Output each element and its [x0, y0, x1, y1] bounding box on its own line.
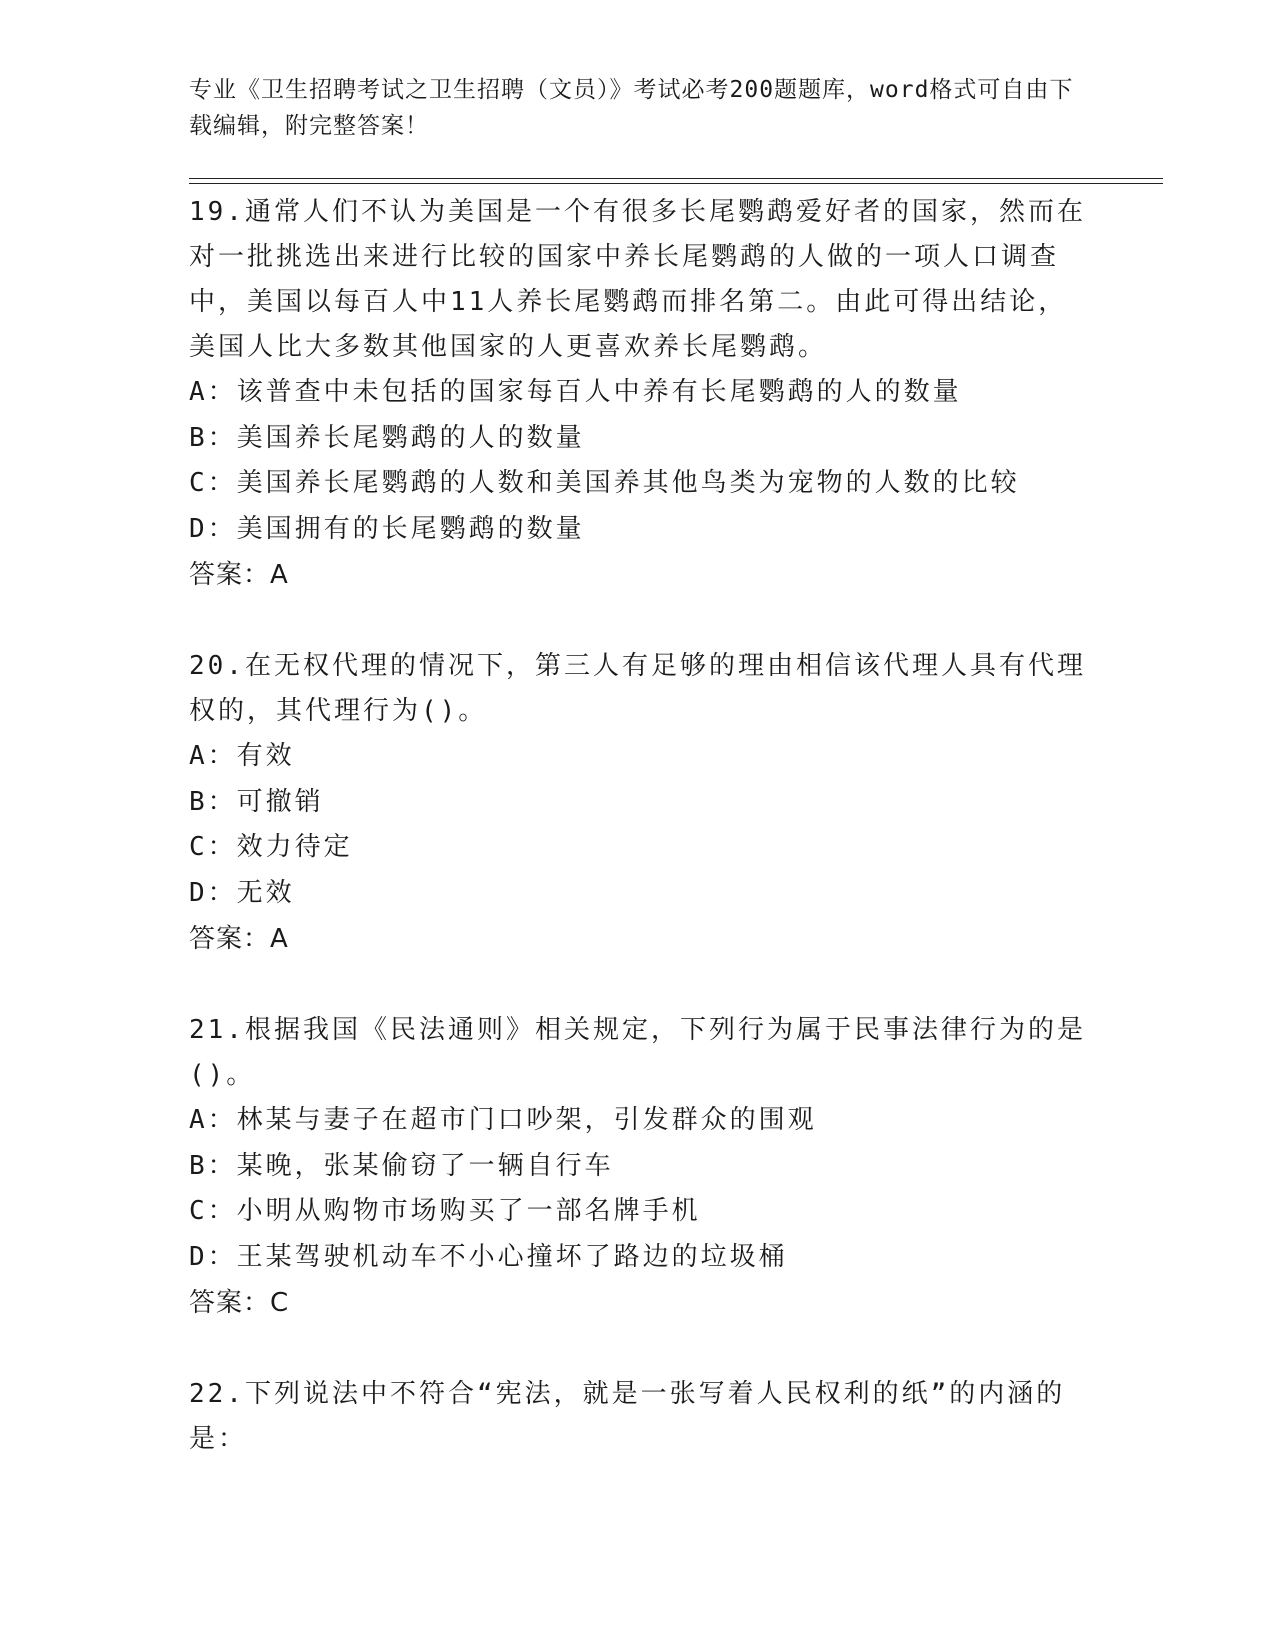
question-22 — [189, 1372, 1089, 1462]
document-header: 专业《卫生招聘考试之卫生招聘（文员）》考试必考200题题库，word格式可自由下载编辑，附完整答案！ — [189, 77, 1074, 139]
question-stem: 21.根据我国《民法通则》相关规定，下列行为属于民事法律行为的是()。 — [189, 1015, 1086, 1090]
question-stem: 20.在无权代理的情况下，第三人有足够的理由相信该代理人具有代理权的，其代理行为()。 — [189, 651, 1086, 726]
option-d: D：无效 — [189, 877, 295, 908]
option-d: D：美国拥有的长尾鹦鹉的数量 — [189, 513, 585, 544]
option-a: A：有效 — [189, 741, 295, 771]
answer-line: 答案：A — [189, 924, 289, 954]
header-divider-top — [189, 178, 1163, 179]
option-d: D：王某驾驶机动车不小心撞坏了路边的垃圾桶 — [189, 1241, 788, 1272]
header-divider-bottom — [189, 183, 1163, 184]
option-c: C：效力待定 — [189, 832, 353, 862]
question-20 — [189, 644, 1089, 962]
answer-line: 答案：C — [189, 1288, 290, 1318]
option-c: C：小明从购物市场购买了一部名牌手机 — [189, 1196, 701, 1226]
option-b: B：某晚，张某偷窃了一辆自行车 — [189, 1150, 614, 1181]
question-stem: 22.下列说法中不符合“宪法，就是一张写着人民权利的纸”的内涵的是： — [189, 1379, 1066, 1454]
option-b: B：美国养长尾鹦鹉的人的数量 — [189, 422, 585, 453]
option-a: A：林某与妻子在超市门口吵架，引发群众的围观 — [189, 1105, 817, 1135]
question-19 — [189, 190, 1089, 598]
option-a: A：该普查中未包括的国家每百人中养有长尾鹦鹉的人的数量 — [189, 377, 962, 407]
question-list — [189, 190, 1089, 1508]
option-b: B：可撤销 — [189, 786, 324, 817]
question-21 — [189, 1008, 1089, 1326]
question-stem: 19.通常人们不认为美国是一个有很多长尾鹦鹉爱好者的国家，然而在对一批挑选出来进行比较的国家中养长尾鹦鹉的人做的一项人口调查中，美国以每百人中11人养长尾鹦鹉而排名第二。由此可得出结论，美国人比大多数其他国家的人更喜欢养长尾鹦鹉。 — [189, 197, 1086, 362]
answer-line: 答案：A — [189, 560, 289, 590]
option-c: C：美国养长尾鹦鹉的人数和美国养其他鸟类为宠物的人数的比较 — [189, 468, 1020, 498]
